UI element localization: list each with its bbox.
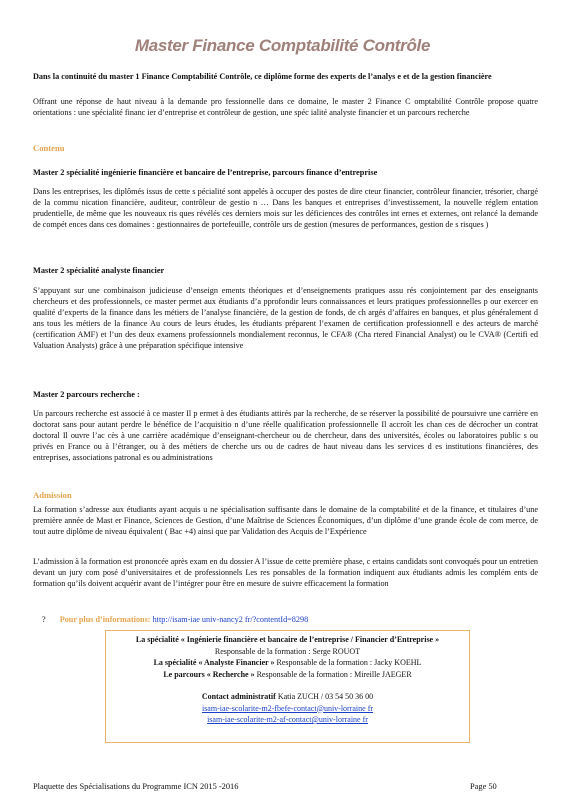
page-title: Master Finance Comptabilité Contrôle — [134, 36, 431, 55]
infobox-spec2-responsable: Responsable de la formation : Jacky KOEHL — [274, 658, 422, 667]
email-link-fbefe[interactable]: isam-iae-scolarite-m2-fbefe-contact@univ-lorraine fr — [201, 703, 374, 713]
footer-text: Plaquette des Spécialisations du Programme ICN 2015 -2016 — [33, 782, 239, 791]
more-info-row — [42, 615, 308, 624]
infobox-spec1-responsable: Responsable de la formation : Serge ROUOT — [214, 646, 361, 656]
infobox-spec2-line — [106, 657, 469, 669]
more-info-link[interactable]: http://isam-iae univ-nancy2 fr/?contentId=8298 — [152, 615, 309, 624]
infobox-research-title: Le parcours « Recherche » — [163, 669, 255, 679]
page-number: Page 50 — [470, 782, 497, 791]
spec3-heading: Master 2 parcours recherche : — [33, 390, 140, 399]
infobox-research-line — [106, 669, 469, 681]
infobox-contact-value: Katia ZUCH / 03 54 50 36 00 — [275, 692, 374, 701]
spec2-text: S’appuyant sur une combinaison judicieuse d’enseign ements théoriques et d’enseignements pratiques assu rés conjointement par des enseignants chercheurs et des professionnels, ce master permet aux étudiants d’a pprofondir leurs connaissances et leurs pratiques professionnelles p our exercer en qualité d’experts de la finance dans les métiers de l’analyse financière, de la gestion de fonds, de ch argés d’affaires en banques, et plus généralement d ans tous les métiers de la finance Au cours de leurs études, les étudiants préparent l’examen de certification professionnell e des acteurs de marché (certification AMF) et l’un des deux examens professionnels mondialement reconnus, le CFA® (Cha rtered Financial Analyst) ou le CVA® (Certifi ed Valuation Analysts) grâce à une préparation spécifique intensive — [33, 286, 538, 350]
intro-text: Offrant une réponse de haut niveau à la demande pro fessionnelle dans ce domaine, le master 2 Finance C omptabilité Contrôle propose quatre orientations : une spécialité financ ier d’entreprise et contrôleur de gestion, une spéc ialité analyste financier et un parcours recherche — [33, 97, 538, 117]
contenu-heading: Contenu — [33, 143, 65, 153]
intro-lead: Dans la continuité du master 1 Finance Comptabilité Contrôle, ce diplôme forme des experts de l’analys e et de la gestion financière — [33, 72, 492, 81]
admission-text-1: La formation s’adresse aux étudiants ayant acquis u ne spécialisation suffisante dans le domaine de la comptabilité et de la finance, et titulaires d’une première année de Mast er Finance, Sciences de Gestion, d’une Maîtrise de Sciences Économiques, d’un diplôme d’une grande école de com merce, de tout autre diplôme de niveau équivalent ( Bac +4) ainsi que par Validation des Acquis de l’Expérience — [33, 505, 538, 536]
spec1-text: Dans les entreprises, les diplômés issus de cette s pécialité sont appelés à occuper des postes de dire cteur financier, contrôleur financier, trésorier, chargé de la commu nication financière, auditeur, contrôleur de gestio n … Dans les banques et entreprises d’investissement, la nouvelle réglem entation prudentielle, de même que les nouveaux ris ques révélés ces derniers mois sur les déficiences des contrôles int ernes et externes, ont relancé la demande de compét ences dans ces domaines : gestionnaires de portefeuille, contrôle urs de gestion (mesures de performances, gestion de s risques ) — [33, 187, 538, 229]
more-info-label: Pour plus d’informations: — [59, 615, 151, 624]
spec3-text: Un parcours recherche est associé à ce master Il p ermet à des étudiants attirés par la recherche, de se réserver la possibilité de poursuivre une carrière en doctorat sans pour autant perdre le bénéfice de l’acquisitio n d’une réelle qualification professionnelle Il accroît les chan ces de décrocher un contrat doctoral Il ouvre l’ac cès à une carrière académique d’enseignant-chercheur ou de chercheur, dans des universités, écoles ou laboratoires public s ou privés en France ou à l’étranger, ou à des métiers de cherche urs ou de cadres de haut niveau dans les services d es institutions financières, des entreprises, associations patronal es ou administrations — [33, 409, 538, 462]
infobox-research-responsable: Responsable de la formation : Mireille JAEGER — [254, 669, 412, 679]
infobox-spec2-title: La spécialité « Analyste Financier » — [153, 658, 275, 667]
admission-heading: Admission — [33, 490, 72, 500]
bullet-icon: ? — [42, 615, 46, 624]
infobox-contact-label: Contact administratif — [201, 692, 276, 701]
spec1-heading: Master 2 spécialité ingénierie financière et bancaire de l’entreprise, parcours finance d’entreprise — [33, 168, 378, 177]
contact-box — [105, 630, 470, 743]
admission-text-2: L’admission à la formation est prononcée après exam en du dossier A l’issue de cette première phase, c ertains candidats sont convoqués pour un entretien devant un jury com posé d’universitaires et de professionnels Les res ponsables de la formation indiquent aux étudiants admis les complém ents de formation qu’ils doivent acquérir avant de l’intégrer pour être en mesure de suivre efficacement la formation — [33, 557, 538, 588]
infobox-contact-line — [106, 691, 469, 703]
infobox-spec1-title: La spécialité « Ingénierie financière et bancaire de l’entreprise / Financier d’Entreprise » — [135, 635, 440, 644]
email-link-af[interactable]: isam-iae-scolarite-m2-af-contact@univ-lorraine fr — [207, 715, 368, 724]
spec2-heading: Master 2 spécialité analyste financier — [33, 266, 165, 275]
